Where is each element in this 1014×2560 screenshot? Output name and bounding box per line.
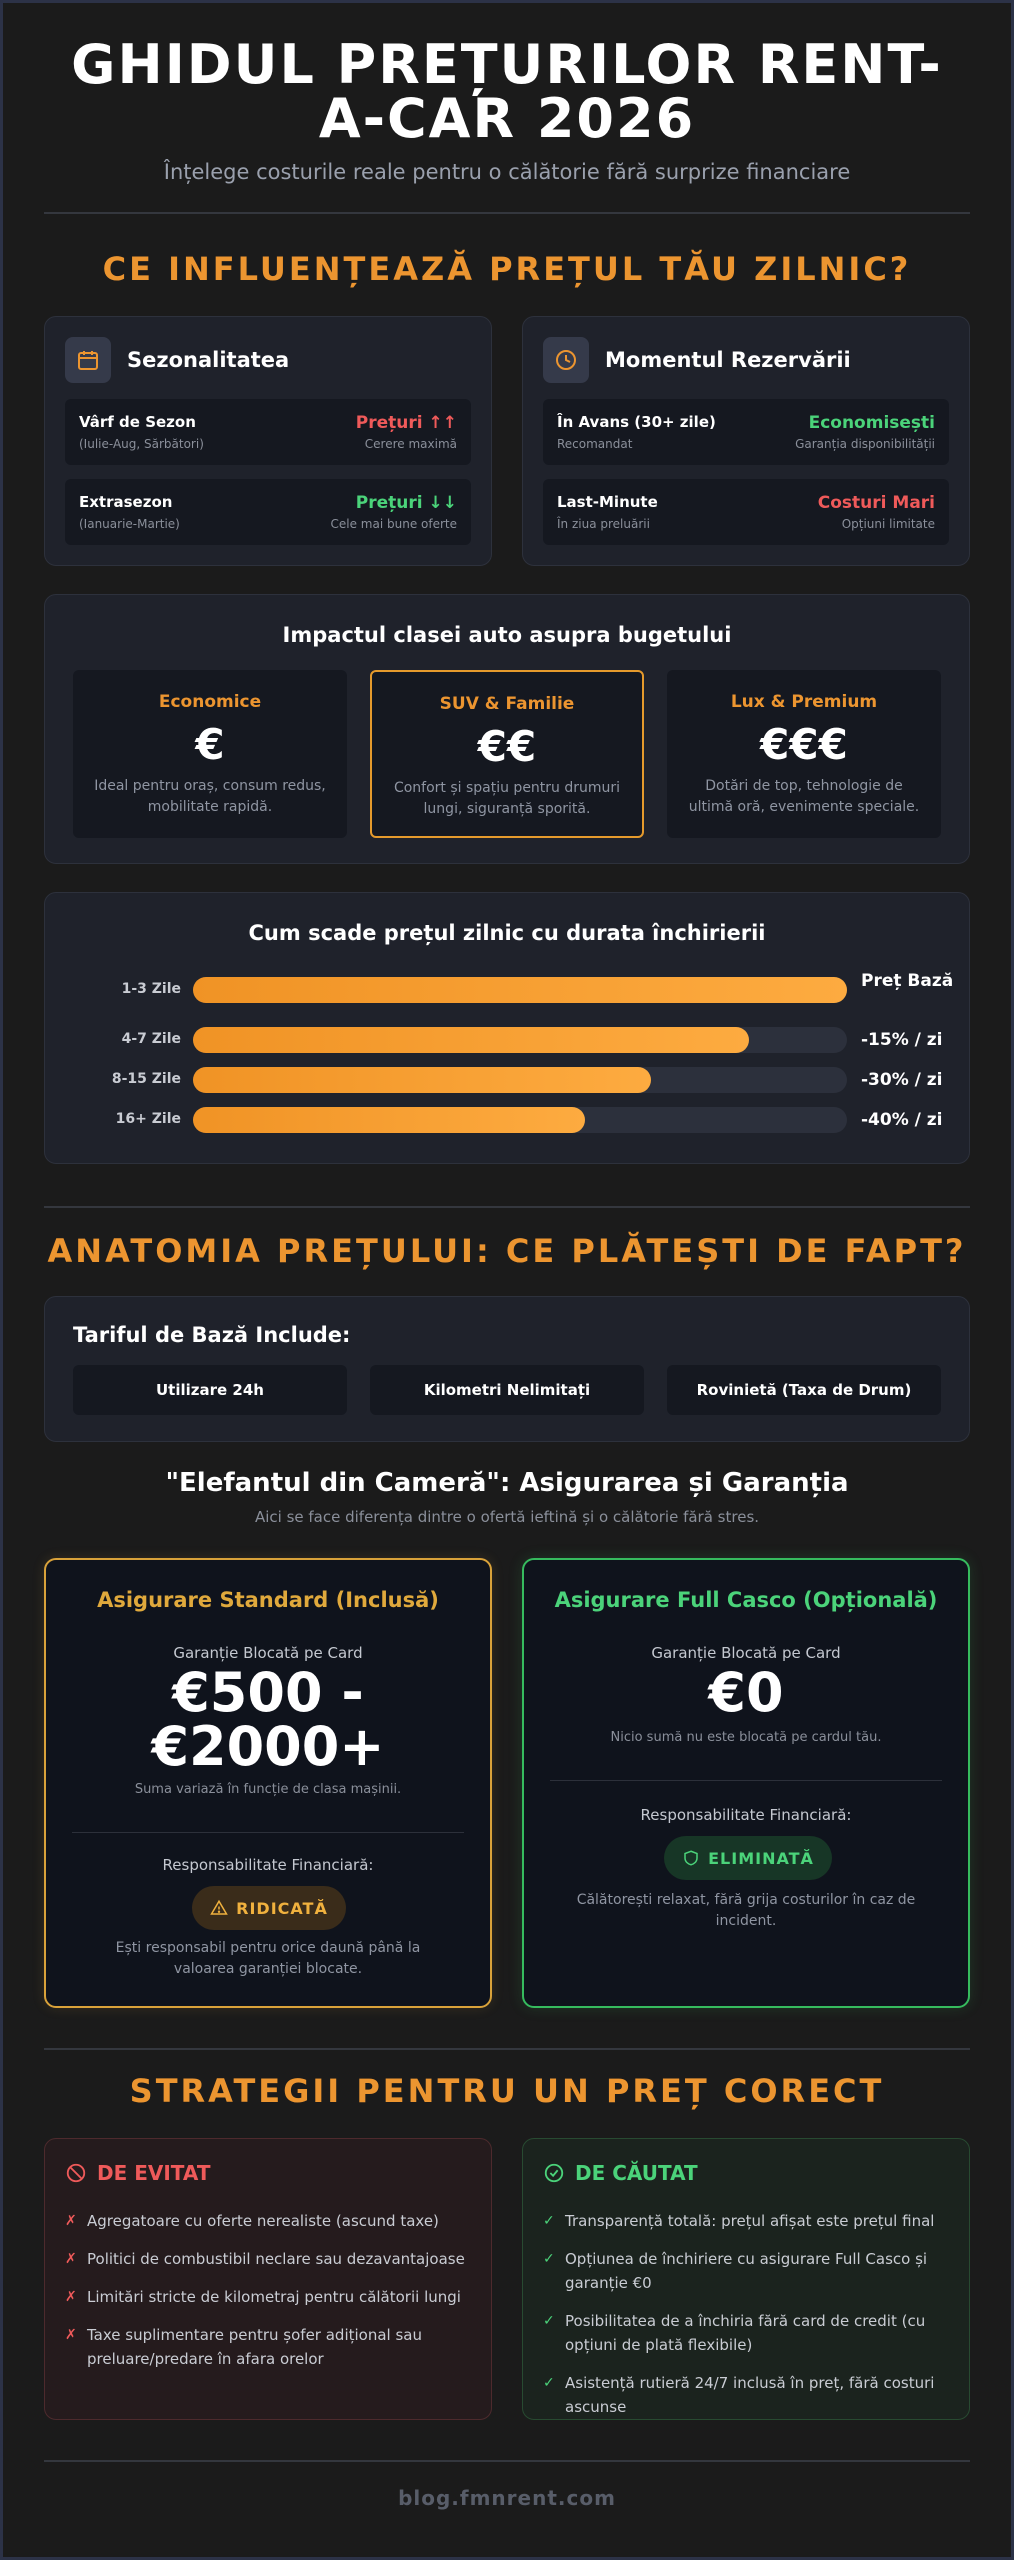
elephant-title: "Elefantul din Cameră": Asigurarea și Garanția	[165, 1468, 849, 1498]
row-value: Prețuri ↑↑	[355, 413, 457, 433]
list-item-text: Opțiunea de închiriere cu asigurare Full Casco și garanție €0	[565, 2250, 928, 2292]
class-desc: Ideal pentru oraș, consum redus, mobilitate rapidă.	[94, 778, 326, 815]
check-icon: ✓	[543, 2251, 555, 2267]
row-note: Cele mai bune oferte	[330, 517, 457, 531]
class-price: €€	[477, 722, 537, 771]
list-item	[543, 2209, 953, 2233]
deposit-note: Nicio sumă nu este blocată pe cardul tău.	[610, 1730, 882, 1745]
check-circle-icon	[543, 2162, 565, 2184]
season-row-off	[65, 479, 471, 545]
row-note: Garanția disponibilității	[795, 437, 935, 451]
responsibility-desc: Ești responsabil pentru orice daună până la valoarea garanției blocate.	[115, 1940, 421, 1977]
section-title-anatomy: ANATOMIA PREȚULUI: CE PLĂTEȘTI DE FAPT?	[47, 1232, 967, 1270]
class-desc: Dotări de top, tehnologie de ultimă oră, evenimente speciale.	[688, 778, 920, 815]
ban-icon	[65, 2162, 87, 2184]
bar-label: 16+ Zile	[115, 1111, 181, 1127]
list-item-text: Politici de combustibil neclare sau dezavantajoase	[87, 2250, 465, 2268]
booking-row-advance	[543, 399, 949, 465]
row-value: Costuri Mari	[817, 493, 935, 513]
duration-card	[44, 892, 970, 1164]
bar-track	[193, 1067, 847, 1093]
cross-icon: ✗	[65, 2327, 77, 2343]
row-label: Vârf de Sezon	[79, 413, 196, 431]
shield-icon	[682, 1849, 700, 1867]
deposit-label: Garanție Blocată pe Card	[173, 1644, 363, 1662]
cross-icon: ✗	[65, 2289, 77, 2305]
car-class-economy	[73, 670, 347, 838]
bar-label: 1-3 Zile	[121, 981, 181, 997]
booking-title: Momentul Rezervării	[605, 348, 851, 372]
list-item-text: Transparență totală: prețul afișat este prețul final	[565, 2212, 935, 2230]
responsibility-desc: Călătorești relaxat, fără grija costurilor în caz de incident.	[576, 1892, 916, 1929]
row-sublabel: (Ianuarie-Martie)	[79, 517, 180, 531]
section-title-strategies: STRATEGII PENTRU UN PREȚ CORECT	[129, 2072, 885, 2110]
list-item-text: Agregatoare cu oferte nerealiste (ascund taxe)	[87, 2212, 439, 2230]
season-title: Sezonalitatea	[127, 348, 290, 372]
row-label: Extrasezon	[79, 493, 173, 511]
divider	[72, 1832, 464, 1833]
class-name: Lux & Premium	[730, 692, 878, 712]
booking-row-lastminute	[543, 479, 949, 545]
row-note: Opțiuni limitate	[841, 517, 935, 531]
car-class-lux	[667, 670, 941, 838]
list-item	[543, 2247, 953, 2295]
base-item-24h: Utilizare 24h	[73, 1365, 347, 1415]
bar-label: 4-7 Zile	[121, 1031, 181, 1047]
list-item-text: Taxe suplimentare pentru șofer adițional sau preluare/predare în afara orelor	[87, 2326, 422, 2368]
bar-label: 8-15 Zile	[111, 1071, 181, 1087]
base-item-vignette: Rovinietă (Taxa de Drum)	[667, 1365, 941, 1415]
season-card	[44, 316, 492, 566]
car-class-title: Impactul clasei auto asupra bugetului	[282, 623, 732, 647]
responsibility-label: Responsabilitate Financiară:	[162, 1856, 374, 1874]
bar-track	[193, 1107, 847, 1133]
bar-value: -30% / zi	[861, 1070, 943, 1090]
insurance-title: Asigurare Standard (Inclusă)	[97, 1588, 439, 1612]
seek-header	[543, 2161, 698, 2185]
bar-fill	[193, 1027, 749, 1053]
list-item	[543, 2371, 953, 2419]
row-sublabel: Recomandat	[557, 437, 633, 451]
avoid-list	[65, 2209, 475, 2385]
base-item-km: Kilometri Nelimitați	[370, 1365, 644, 1415]
page-title: GHIDUL PREȚURILOR RENT-A-CAR 2026	[71, 33, 943, 150]
deposit-amount: €0	[708, 1661, 784, 1724]
class-desc: Confort și spațiu pentru drumuri lungi, siguranță sporită.	[393, 780, 621, 817]
bar-track	[193, 1027, 847, 1053]
badge-text: RIDICATĂ	[236, 1898, 328, 1918]
class-name: SUV & Familie	[439, 694, 575, 714]
avoid-header	[65, 2161, 210, 2185]
page-subtitle: Înțelege costurile reale pentru o călătorie fără surprize financiare	[163, 160, 851, 184]
insurance-full-card	[522, 1558, 970, 2008]
divider	[44, 2460, 970, 2462]
base-tariff-card	[44, 1296, 970, 1442]
seek-title: DE CĂUTAT	[575, 2161, 698, 2185]
check-icon: ✓	[543, 2375, 555, 2391]
row-value: Prețuri ↓↓	[355, 493, 457, 513]
bar-value: Preț Bază	[861, 971, 954, 991]
base-tariff-title: Tariful de Bază Include:	[73, 1323, 351, 1347]
bar-fill	[193, 977, 847, 1003]
responsibility-badge	[664, 1836, 832, 1880]
row-value: Economisești	[808, 413, 935, 433]
bar-value: -15% / zi	[861, 1030, 943, 1050]
duration-title: Cum scade prețul zilnic cu durata închirierii	[248, 921, 766, 945]
divider	[550, 1780, 942, 1781]
row-label: În Avans (30+ zile)	[557, 413, 716, 431]
bar-track	[193, 977, 847, 1003]
bar-fill	[193, 1067, 651, 1093]
booking-card	[522, 316, 970, 566]
cross-icon: ✗	[65, 2251, 77, 2267]
calendar-icon	[65, 337, 111, 383]
divider	[44, 212, 970, 214]
divider	[44, 1206, 970, 1208]
row-label: Last-Minute	[557, 493, 658, 511]
check-icon: ✓	[543, 2213, 555, 2229]
deposit-amount	[46, 1661, 490, 1778]
bar-fill	[193, 1107, 585, 1133]
deposit-amount-line2: €2000+	[151, 1715, 385, 1778]
clock-icon	[543, 337, 589, 383]
list-item	[543, 2309, 953, 2357]
list-item-text: Limitări stricte de kilometraj pentru călătorii lungi	[87, 2288, 461, 2306]
warning-icon	[210, 1899, 228, 1917]
list-item-text: Posibilitatea de a închiria fără card de credit (cu opțiuni de plată flexibile)	[565, 2312, 926, 2354]
season-row-peak	[65, 399, 471, 465]
class-name: Economice	[158, 692, 262, 712]
bar-value: -40% / zi	[861, 1110, 943, 1130]
divider	[44, 2048, 970, 2050]
car-class-suv	[370, 670, 644, 838]
list-item	[65, 2247, 475, 2271]
insurance-title: Asigurare Full Casco (Opțională)	[554, 1588, 938, 1612]
section-title-influence: CE INFLUENȚEAZĂ PREȚUL TĂU ZILNIC?	[102, 250, 912, 288]
list-item-text: Asistență rutieră 24/7 inclusă în preț, fără costuri ascunse	[565, 2374, 935, 2416]
avoid-card	[44, 2138, 492, 2420]
row-sublabel: (Iulie-Aug, Sărbători)	[79, 437, 204, 451]
deposit-note: Suma variază în funcție de clasa mașinii.	[134, 1782, 402, 1797]
list-item	[65, 2323, 475, 2371]
row-sublabel: În ziua preluării	[557, 517, 650, 531]
elephant-subtitle: Aici se face diferența dintre o ofertă ieftină și o călătorie fără stres.	[254, 1508, 760, 1526]
cross-icon: ✗	[65, 2213, 77, 2229]
deposit-amount-line1: €500 -	[172, 1661, 364, 1724]
class-price: €	[195, 720, 225, 769]
seek-list	[543, 2209, 953, 2433]
badge-text: ELIMINATĂ	[708, 1848, 814, 1868]
seek-card	[522, 2138, 970, 2420]
list-item	[65, 2285, 475, 2309]
responsibility-label: Responsabilitate Financiară:	[640, 1806, 852, 1824]
car-class-card	[44, 594, 970, 864]
check-icon: ✓	[543, 2313, 555, 2329]
class-price: €€€	[760, 720, 848, 769]
deposit-label: Garanție Blocată pe Card	[651, 1644, 841, 1662]
avoid-title: DE EVITAT	[97, 2161, 211, 2185]
insurance-standard-card	[44, 1558, 492, 2008]
row-note: Cerere maximă	[364, 437, 457, 451]
list-item	[65, 2209, 475, 2233]
responsibility-badge	[192, 1886, 346, 1930]
footer-link[interactable]: blog.fmnrent.com	[398, 2486, 616, 2510]
